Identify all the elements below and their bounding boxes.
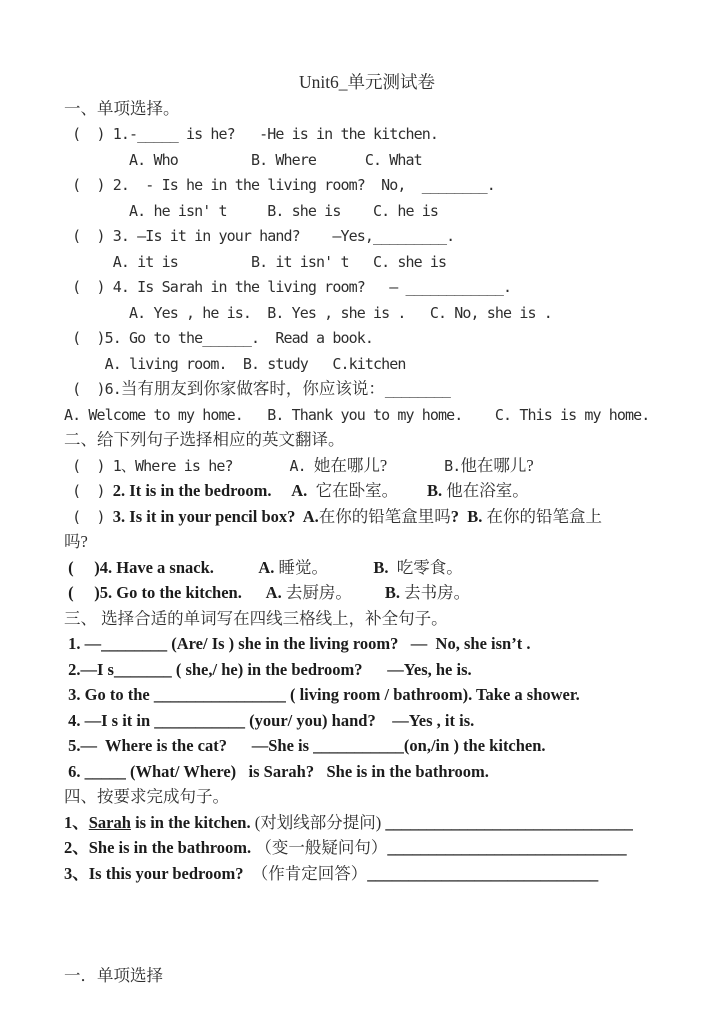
text-run: 4. —I s it in ___________ (your/ you) hand? —Yes , it is. <box>64 710 475 730</box>
section-1-heading <box>64 97 670 123</box>
text-run: ____________________________ <box>367 863 599 883</box>
text-run: 睡觉。 <box>278 557 329 577</box>
text-run: A. <box>271 481 316 500</box>
s3-q1 <box>64 632 670 658</box>
s1-q3-options <box>64 250 670 276</box>
s4-q1 <box>64 811 670 837</box>
text-run: ________ <box>384 380 450 398</box>
text-run: 3、Is this your bedroom? <box>64 863 252 883</box>
s1-q6-options <box>64 403 670 429</box>
text-run: 一．单项选择 <box>64 965 163 985</box>
text-run: A. Welcome to my home. B. Thank you to my home. C. This is my home. <box>64 405 650 424</box>
page-title-text: Unit6_单元测试卷 <box>298 72 436 92</box>
text-run: A. he isn' t B. she is C. he is <box>64 201 439 220</box>
text-run <box>64 916 72 934</box>
s1-q4-options <box>64 301 670 327</box>
s2-q3-cont <box>64 530 670 556</box>
section-2-heading <box>64 428 670 454</box>
text-run: 2、She is in the bathroom. <box>64 838 256 857</box>
text-run: ? B. <box>450 506 487 526</box>
text-run: 吗? <box>64 532 88 551</box>
text-run: 在你的铅笔盒上 <box>486 506 603 526</box>
text-run: 3. Is it in your pencil box? A. <box>112 506 319 526</box>
text-run: 2.—I s_______ ( she,/ he) in the bedroom? —Yes, he is. <box>64 659 472 679</box>
text-run: (对划线部分提问) <box>254 812 386 832</box>
page-title <box>64 70 670 97</box>
spacer <box>64 938 670 964</box>
text-run: ______________________________ <box>385 812 633 832</box>
text-run: 5.— Where is the cat? —She is ___________(on,/in ) the kitchen. <box>64 736 546 755</box>
text-run: A. it is B. it isn' t C. she is <box>64 252 447 271</box>
text-run: A. Yes , he is. B. Yes , she is . C. No, she is . <box>64 303 552 322</box>
s1-q6-stem <box>64 377 670 403</box>
text-run: 三、 选择合适的单词写在四线三格线上，补全句子。 <box>64 608 448 628</box>
s2-q2 <box>64 479 670 505</box>
answer-key-heading <box>64 964 670 990</box>
text-run: _____________________________ <box>387 838 627 857</box>
text-run: 他在浴室。 <box>446 481 529 500</box>
text-run: Sarah <box>88 812 131 832</box>
text-run: ( )4. Have a snack. <box>64 557 214 577</box>
s1-q1-stem <box>64 122 670 148</box>
s2-q4 <box>64 556 670 582</box>
s4-q3 <box>64 862 670 888</box>
section-4-heading <box>64 785 670 811</box>
text-run: is in the kitchen. <box>130 812 255 832</box>
text-run: 1. —________ (Are/ Is ) she in the living room? — No, she isn’t . <box>64 634 531 653</box>
text-run: ( ) 3. —Is it in your hand? —Yes,_________. <box>64 227 455 245</box>
text-run: ( ) 1、Where is he? A. <box>64 456 314 475</box>
s1-q2-options <box>64 199 670 225</box>
text-run: 他在哪儿? <box>460 455 534 475</box>
text-run: 吃零食。 <box>396 557 463 577</box>
text-run: 去书房。 <box>404 583 471 602</box>
section-3-heading <box>64 607 670 633</box>
text-run: 3. Go to the ________________ ( living room / bathroom). Take a shower. <box>64 685 580 704</box>
text-run: 2. It is in the bedroom. <box>112 481 272 500</box>
text-run: （变一般疑问句） <box>255 838 388 857</box>
s1-q1-options <box>64 148 670 174</box>
spacer <box>64 887 670 913</box>
text-run: 1、 <box>64 812 89 832</box>
text-run: A. living room. B. study C.kitchen <box>64 354 406 373</box>
text-run: 四、按要求完成句子。 <box>64 787 229 806</box>
text-run: 二、给下列句子选择相应的英文翻译。 <box>64 430 345 449</box>
text-run: ( ) 4. Is Sarah in the living room? — ____________. <box>64 278 512 296</box>
text-run: （作肯定回答） <box>251 863 368 883</box>
text-run: B. <box>387 456 461 475</box>
text-run: ( ) <box>64 507 113 526</box>
text-run: 去厨房。 <box>285 583 352 602</box>
s3-q2 <box>64 658 670 684</box>
spacer <box>64 913 670 939</box>
s2-q5 <box>64 581 670 607</box>
text-run: ( ) <box>64 482 113 500</box>
text-run: 当有朋友到你家做客时，你应该说： <box>120 379 385 398</box>
s1-q2-stem <box>64 173 670 199</box>
text-run: 6. _____ (What/ Where) is Sarah? She is in the bathroom. <box>64 761 489 781</box>
s2-q3 <box>64 505 670 531</box>
s1-q5-stem <box>64 326 670 352</box>
s1-q4-stem <box>64 275 670 301</box>
text-run: B. <box>351 583 405 602</box>
text-run: ( ) 1.-_____ is he? -He is in the kitchen. <box>64 125 439 143</box>
text-run: 它在卧室。 <box>315 481 399 500</box>
text-run: ( )5. Go to the kitchen. <box>64 583 242 602</box>
s1-q3-stem <box>64 224 670 250</box>
text-run: B. <box>398 481 447 500</box>
text-run: 一、单项选择。 <box>64 98 180 118</box>
s3-q3 <box>64 683 670 709</box>
s2-q1 <box>64 454 670 480</box>
text-run <box>64 941 72 959</box>
s3-q6 <box>64 760 670 786</box>
s3-q4 <box>64 709 670 735</box>
text-run: A. <box>213 557 279 577</box>
text-run: B. <box>328 557 397 577</box>
s3-q5 <box>64 734 670 760</box>
document-body <box>64 70 670 989</box>
text-run: A. <box>241 583 286 602</box>
text-run: 她在哪儿? <box>313 455 388 475</box>
text-run: ( )5. Go to the______. Read a book. <box>64 329 373 347</box>
text-run: A. Who B. Where C. What <box>64 150 422 169</box>
text-run: 在你的铅笔盒里吗 <box>318 506 451 526</box>
text-run <box>64 890 72 908</box>
s4-q2 <box>64 836 670 862</box>
text-run: ( ) 2. - Is he in the living room? No, ________. <box>64 176 495 194</box>
text-run: ( )6. <box>64 380 121 398</box>
s1-q5-options <box>64 352 670 378</box>
